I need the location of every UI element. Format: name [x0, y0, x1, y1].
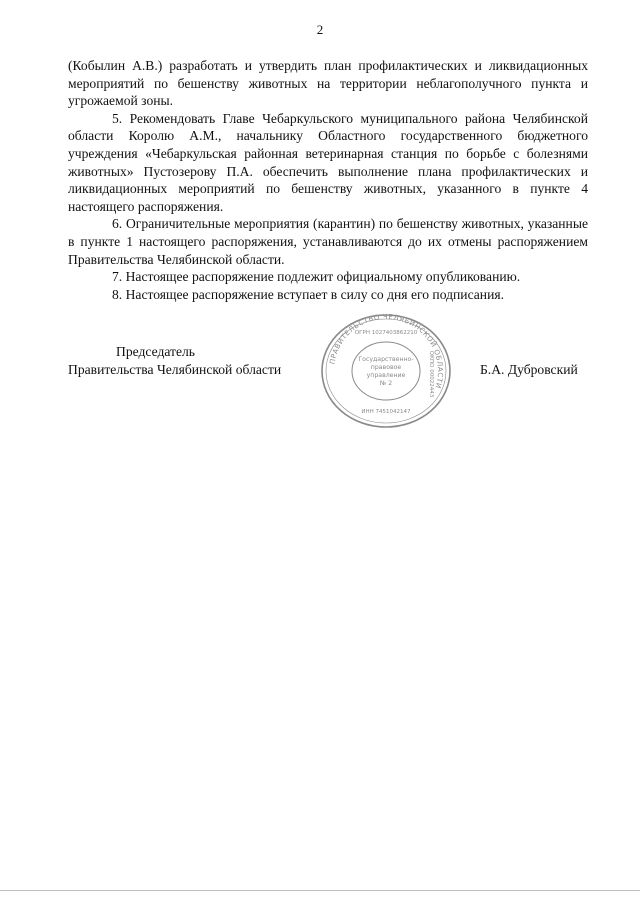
paragraph-item-6: 6. Ограничительные мероприятия (карантин) по бешенству животных, указанные в пункте 1 настоящего распоряжения, устанавливаются до их отмены распоряжением Правительства Челябинской области.	[68, 216, 588, 267]
signatory-title	[68, 343, 308, 379]
signatory-name: Б.А. Дубровский	[480, 362, 578, 377]
seal-code-ogrn: ОГРН 1027403862210	[354, 330, 418, 336]
seal-inner-text-2: правовое	[370, 364, 402, 371]
signatory-title-line2: Правительства Челябинской области	[68, 362, 282, 377]
seal-inner-ring	[352, 342, 420, 400]
seal-outer-text: ПРАВИТЕЛЬСТВО ЧЕЛЯБИНСКОЙ ОБЛАСТИ	[328, 312, 445, 390]
page-bottom-rule	[0, 890, 640, 891]
document-body	[68, 57, 588, 303]
seal-code-okpo: ОКПО 00022443	[428, 350, 434, 398]
signatory-title-line1: Председатель	[116, 344, 195, 359]
paragraph-item-8: 8. Настоящее распоряжение вступает в силу со дня его подписания.	[112, 286, 505, 302]
official-seal-stamp	[318, 312, 454, 430]
seal-inner-text-3: управление	[366, 372, 406, 379]
seal-inner-text-1: Государственно-	[358, 356, 414, 363]
paragraph-item-7: 7. Настоящее распоряжение подлежит официальному опубликованию.	[112, 269, 521, 285]
page-number: 2	[316, 22, 324, 37]
paragraph-continuation: (Кобылин А.В.) разработать и утвердить план профилактических и ликвидационных мероприятий по бешенству животных на территории неблагополучного пункта и угрожаемой зоны.	[68, 58, 588, 109]
seal-code-inn: ИНН 7451042147	[361, 409, 411, 415]
paragraph-item-5: 5. Рекомендовать Главе Чебаркульского муниципального района Челябинской области Королю А.М., начальнику Областного государственного бюджетного учреждения «Чебаркульская районная ветеринарная станция по борьбе с болезнями животных» Пустозерову П.А. обеспечить выполнение плана профилактических и ликвидационных мероприятий по бешенству животных, указанного в пункте 4 настоящего распоряжения.	[68, 110, 588, 214]
seal-inner-text-4: № 2	[379, 380, 393, 387]
